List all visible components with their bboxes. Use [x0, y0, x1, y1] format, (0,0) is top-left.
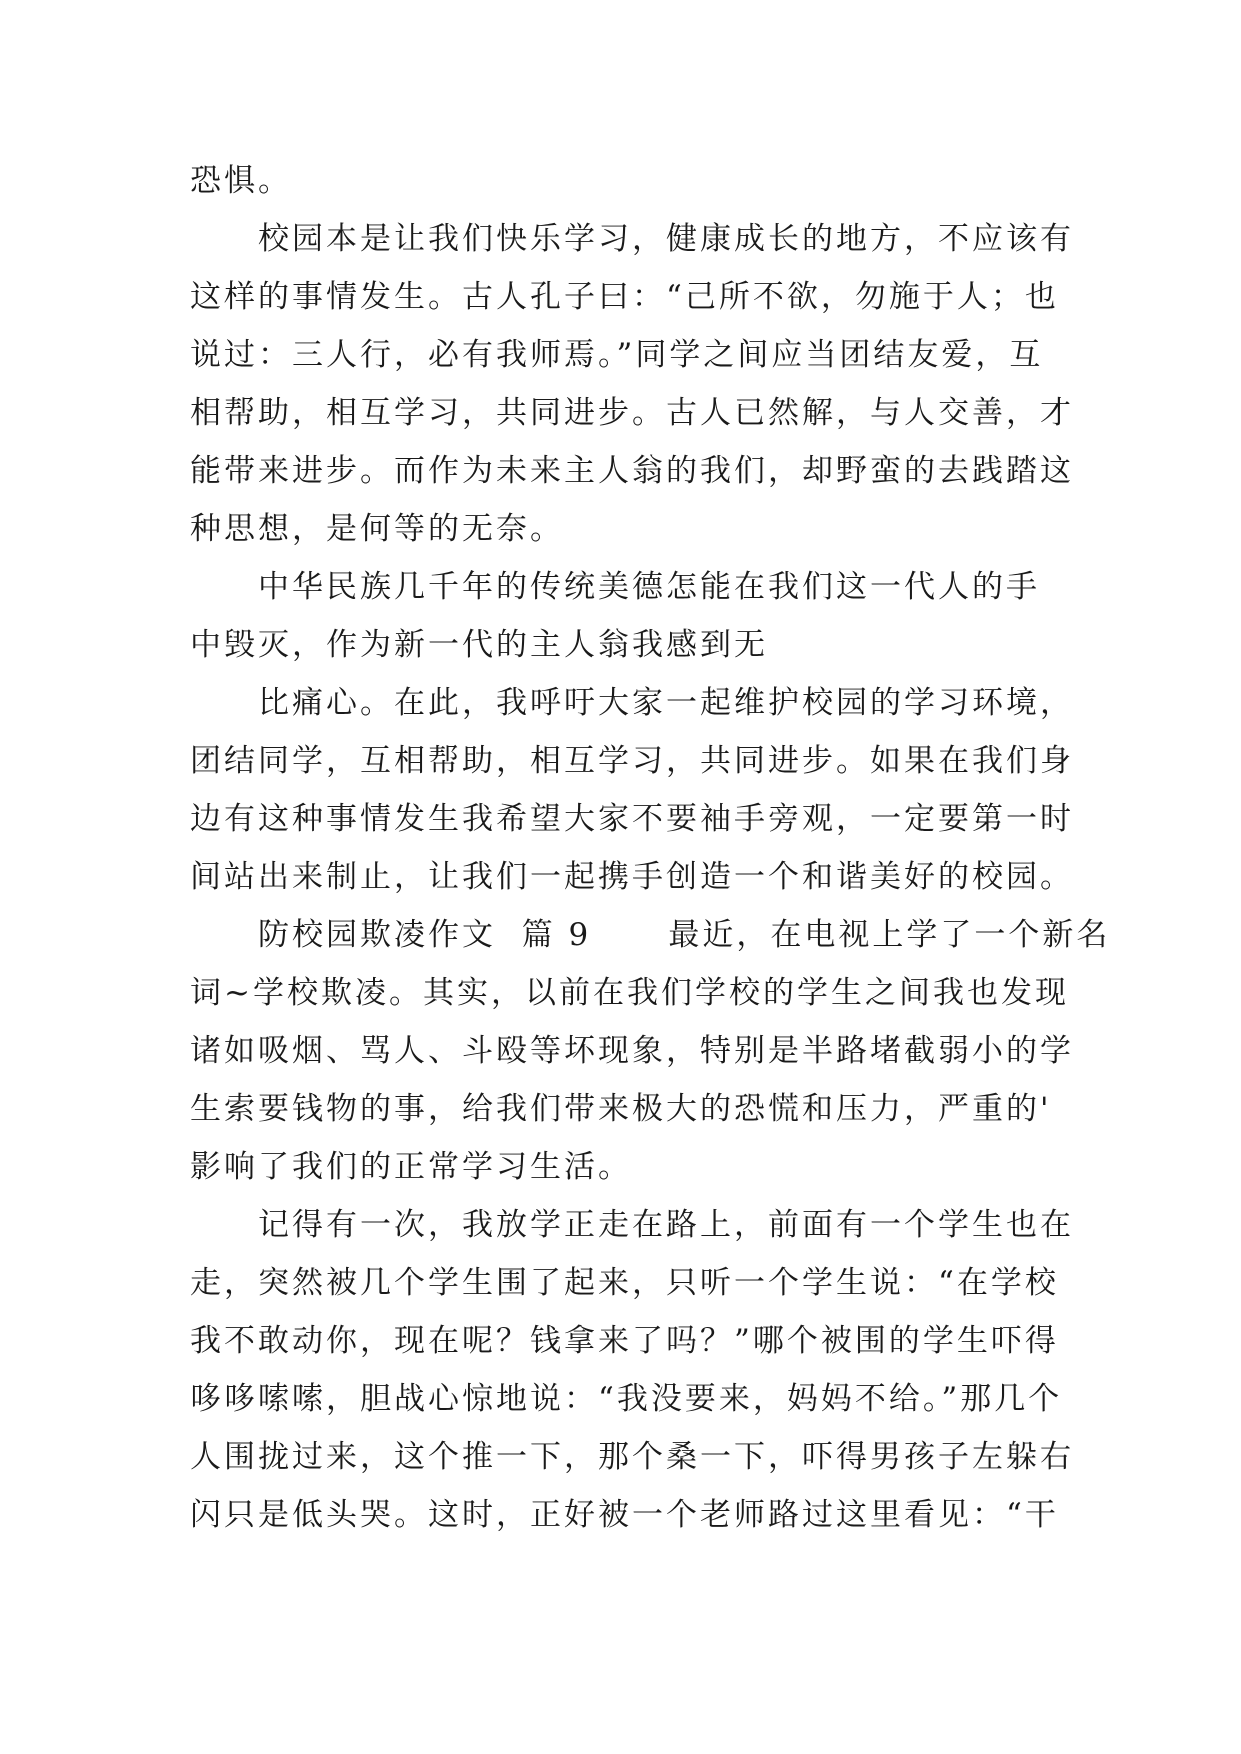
text-line: 哆哆嗦嗦，胆战心惊地说：“我没要来，妈妈不给。”那几个 [190, 1381, 1063, 1417]
text-line: 人围拢过来，这个推一下，那个桑一下，吓得男孩子左躲右 [190, 1439, 1074, 1475]
text-line: 相帮助，相互学习，共同进步。古人已然解，与人交善，才 [190, 395, 1074, 431]
text-line: 种思想，是何等的无奈。 [190, 511, 564, 547]
text-line: 间站出来制止，让我们一起携手创造一个和谐美好的校园。 [190, 859, 1074, 895]
text-line: 能带来进步。而作为未来主人翁的我们，却野蛮的去践踏这 [190, 453, 1074, 489]
text-line: 生索要钱物的事，给我们带来极大的恐慌和压力，严重的' [190, 1091, 1052, 1127]
text-line: 记得有一次，我放学正走在路上，前面有一个学生也在 [258, 1207, 1074, 1243]
text-line: 影响了我们的正常学习生活。 [190, 1149, 632, 1185]
text-line: 恐惧。 [190, 163, 292, 199]
body-text [190, 152, 1111, 1544]
text-line: 校园本是让我们快乐学习，健康成长的地方，不应该有 [258, 221, 1074, 257]
text-line: 中毁灭，作为新一代的主人翁我感到无 [190, 627, 768, 663]
text-line: 中华民族几千年的传统美德怎能在我们这一代人的手 [258, 569, 1040, 605]
text-line: 走，突然被几个学生围了起来，只听一个学生说：“在学校 [190, 1265, 1059, 1301]
text-line: 团结同学，互相帮助，相互学习，共同进步。如果在我们身 [190, 743, 1074, 779]
text-line: 防校园欺凌作文 篇 9 最近，在电视上学了一个新名 [258, 917, 1111, 953]
text-line: 比痛心。在此，我呼吁大家一起维护校园的学习环境， [258, 685, 1074, 721]
text-line: 词~学校欺凌。其实，以前在我们学校的学生之间我也发现 [190, 975, 1069, 1011]
text-line: 诸如吸烟、骂人、斗殴等坏现象，特别是半路堵截弱小的学 [190, 1033, 1074, 1069]
text-line: 边有这种事情发生我希望大家不要袖手旁观，一定要第一时 [190, 801, 1074, 837]
text-line: 闪只是低头哭。这时，正好被一个老师路过这里看见：“干 [190, 1497, 1059, 1533]
text-line: 我不敢动你，现在呢？钱拿来了吗？”哪个被围的学生吓得 [190, 1323, 1059, 1359]
text-line: 说过：三人行，必有我师焉。”同学之间应当团结友爱，互 [190, 337, 1044, 373]
text-line: 这样的事情发生。古人孔子曰：“己所不欲，勿施于人；也 [190, 279, 1059, 315]
